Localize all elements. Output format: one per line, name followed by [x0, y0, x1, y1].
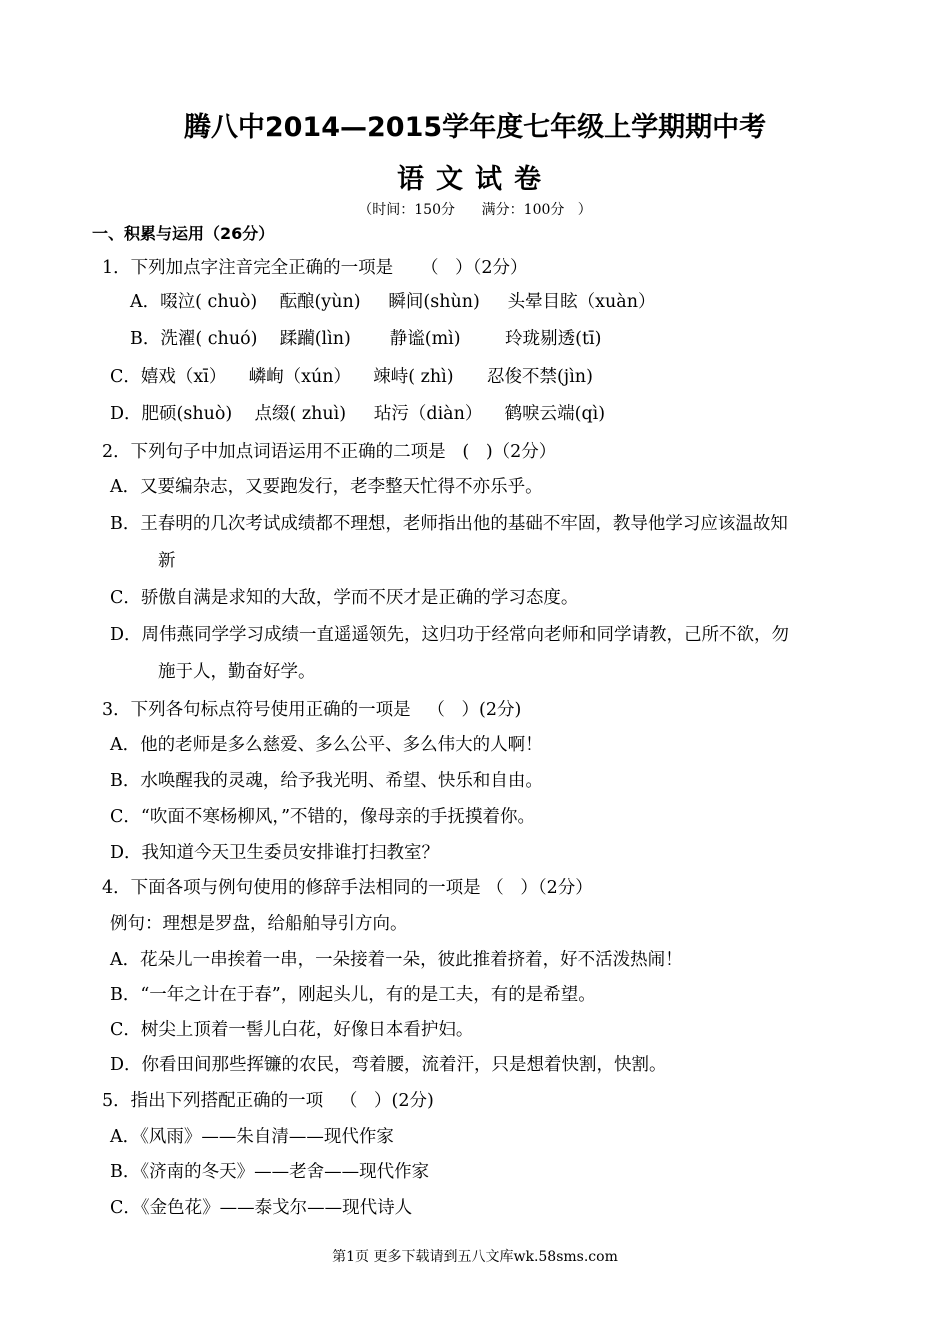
question-2-option-b-continued: 新 [158, 551, 176, 571]
question-1-option-d: D．肥硕(shuò) 点缀( zhuì) 玷污（diàn） 鹤唳云端(qì) [110, 404, 606, 424]
question-5-option-c: C．《金色花》——泰戈尔——现代诗人 [110, 1198, 413, 1218]
question-4-option-d: D．你看田间那些挥镰的农民，弯着腰，流着汗，只是想着快割，快割。 [110, 1055, 667, 1075]
question-4-option-b: B．“一年之计在于春”，刚起头儿，有的是工夫，有的是希望。 [110, 985, 596, 1005]
question-1-option-a: A．啜泣( chuò) 酝酿(yùn) 瞬间(shùn) 头晕目眩（xuàn） [130, 292, 656, 312]
question-2-option-b: B．王春明的几次考试成绩都不理想，老师指出他的基础不牢固，教导他学习应该温故知 [110, 514, 788, 534]
question-4-stem: 4．下面各项与例句使用的修辞手法相同的一项是 （ ）（2分） [102, 878, 593, 898]
exam-title: 腾八中2014—2015学年度七年级上学期期中考 [183, 112, 767, 143]
question-4-option-a: A．花朵儿一串挨着一串，一朵接着一朵，彼此推着挤着，好不活泼热闹！ [110, 950, 683, 970]
question-4-example: 例句：理想是罗盘，给船舶导引方向。 [110, 914, 408, 934]
question-2-option-d: D．周伟燕同学学习成绩一直遥遥领先，这归功于经常向老师和同学请教，己所不欲，勿 [110, 625, 790, 645]
question-5-stem: 5．指出下列搭配正确的一项 （ ）(2分) [102, 1091, 434, 1111]
question-1-option-c: C．嬉戏（xī） 嶙峋（xún） 竦峙( zhì) 忍俊不禁(jìn) [110, 367, 593, 387]
question-3-option-d: D．我知道今天卫生委员安排谁打扫教室？ [110, 843, 440, 863]
question-1-option-b: B．洗濯( chuó) 蹂躏(lìn) 静谧(mì) 玲珑剔透(tī) [130, 329, 602, 349]
question-2-stem: 2．下列句子中加点词语运用不正确的二项是 ( )（2分） [102, 442, 557, 462]
section-heading: 一、积累与运用（26分） [92, 224, 275, 243]
question-3-option-c: C．“吹面不寒杨柳风，”不错的，像母亲的手抚摸着你。 [110, 807, 536, 827]
question-5-option-a: A．《风雨》——朱自清——现代作家 [110, 1127, 394, 1147]
question-3-stem: 3．下列各句标点符号使用正确的一项是 （ ）(2分) [102, 700, 522, 720]
question-4-option-c: C．树尖上顶着一髻儿白花，好像日本看护妇。 [110, 1020, 474, 1040]
exam-subtitle: 语文试卷 [397, 164, 553, 195]
question-2-option-d-continued: 施于人，勤奋好学。 [158, 662, 316, 682]
question-5-option-b: B．《济南的冬天》——老舍——现代作家 [110, 1162, 430, 1182]
exam-meta: （时间：150分 满分：100分 ） [358, 202, 592, 218]
question-1-stem: 1．下列加点字注音完全正确的一项是 （ ）（2分） [102, 258, 528, 278]
page-footer: 第1页 更多下载请到五八文库wk.58sms.com [332, 1249, 618, 1265]
question-2-option-c: C．骄傲自满是求知的大敌，学而不厌才是正确的学习态度。 [110, 588, 579, 608]
question-3-option-a: A．他的老师是多么慈爱、多么公平、多么伟大的人啊！ [110, 735, 543, 755]
question-3-option-b: B．水唤醒我的灵魂，给予我光明、希望、快乐和自由。 [110, 771, 543, 791]
question-2-option-a: A．又要编杂志，又要跑发行，老李整天忙得不亦乐乎。 [110, 477, 543, 497]
